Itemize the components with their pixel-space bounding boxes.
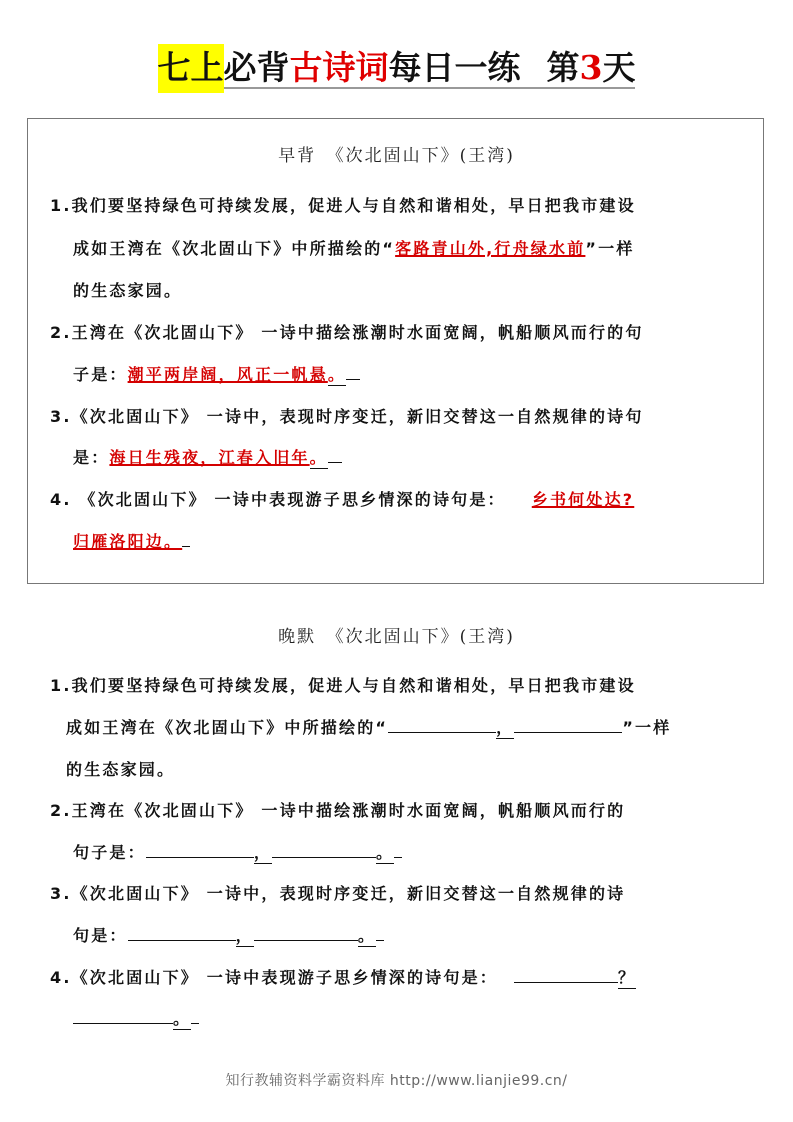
title-must: 必背 [223, 48, 290, 87]
evening-q4-line2: 。 [73, 1006, 199, 1030]
morning-q2-line1: 2.王湾在《次北固山下》 一诗中描绘涨潮时水面宽阔，帆船顺风而行的句 [50, 323, 644, 342]
morning-q4-answer1: 乡书何处达? [531, 490, 635, 509]
morning-q1-answer: 客路青山外,行舟绿水前 [395, 239, 586, 258]
evening-q4-line1: 4.《次北固山下》 一诗中表现游子思乡情深的诗句是： ？ [50, 965, 636, 989]
morning-q3-answer: 海日生残夜，江春入旧年 [109, 448, 310, 467]
evening-q4-blank1[interactable] [514, 981, 618, 983]
evening-q1-line2: 成如王湾在《次北固山下》中所描绘的“ ， ”一样 [66, 715, 671, 739]
morning-q4-line1: 4. 《次北固山下》 一诗中表现游子思乡情深的诗句是： 乡书何处达? [50, 490, 635, 509]
evening-q1-blank2[interactable] [514, 731, 622, 733]
title-day-suffix: 天 [602, 48, 636, 87]
evening-q3-line1: 3.《次北固山下》 一诗中，表现时序变迁，新旧交替这一自然规律的诗 [50, 884, 626, 903]
evening-q3-line2: 句是： ， 。 [73, 923, 384, 947]
morning-q3-line2: 是：海日生残夜，江春入旧年。 [73, 445, 342, 469]
title-grade: 七上 [158, 44, 224, 93]
footer-watermark: 知行教辅资料学霸资料库 http://www.lianjie99.cn/ [225, 1073, 568, 1089]
title-poems: 古诗词 [289, 48, 389, 87]
morning-section-box [27, 118, 764, 584]
morning-q1-line2: 成如王湾在《次北固山下》中所描绘的“客路青山外,行舟绿水前”一样 [73, 239, 635, 258]
morning-heading: 早背 《次北固山下》(王湾) [278, 146, 515, 166]
title-day-number: 3 [579, 48, 603, 87]
evening-q3-blank2[interactable] [254, 939, 358, 941]
morning-q2-line2: 子是：潮平两岸阔，风正一帆悬。 [73, 362, 360, 386]
morning-q2-answer: 潮平两岸阔，风正一帆悬 [127, 365, 328, 384]
title-daily: 每日一练 [388, 48, 521, 87]
evening-q2-line1: 2.王湾在《次北固山下》 一诗中描绘涨潮时水面宽阔，帆船顺风而行的 [50, 801, 626, 820]
evening-q2-blank2[interactable] [272, 856, 376, 858]
page-title [0, 42, 793, 89]
evening-heading: 晚默 《次北固山下》(王湾) [278, 627, 515, 647]
evening-q2-blank1[interactable] [146, 856, 254, 858]
title-day-prefix: 第 [546, 48, 580, 87]
morning-q4-line2 [73, 529, 190, 552]
evening-q1-line3: 的生态家园。 [66, 760, 176, 779]
evening-q1-blank1[interactable] [388, 731, 496, 733]
evening-q2-line2: 句子是： ， 。 [73, 840, 402, 864]
morning-q3-line1: 3.《次北固山下》 一诗中，表现时序变迁，新旧交替这一自然规律的诗句 [50, 407, 644, 426]
morning-q1-line1: 1.我们要坚持绿色可持续发展，促进人与自然和谐相处，早日把我市建设 [50, 196, 636, 215]
evening-q3-blank1[interactable] [128, 939, 236, 941]
evening-q4-blank2[interactable] [73, 1022, 173, 1024]
evening-q1-line1: 1.我们要坚持绿色可持续发展，促进人与自然和谐相处，早日把我市建设 [50, 676, 636, 695]
morning-q4-answer2: 归雁洛阳边。 [73, 532, 183, 551]
morning-q1-line3: 的生态家园。 [73, 281, 183, 300]
